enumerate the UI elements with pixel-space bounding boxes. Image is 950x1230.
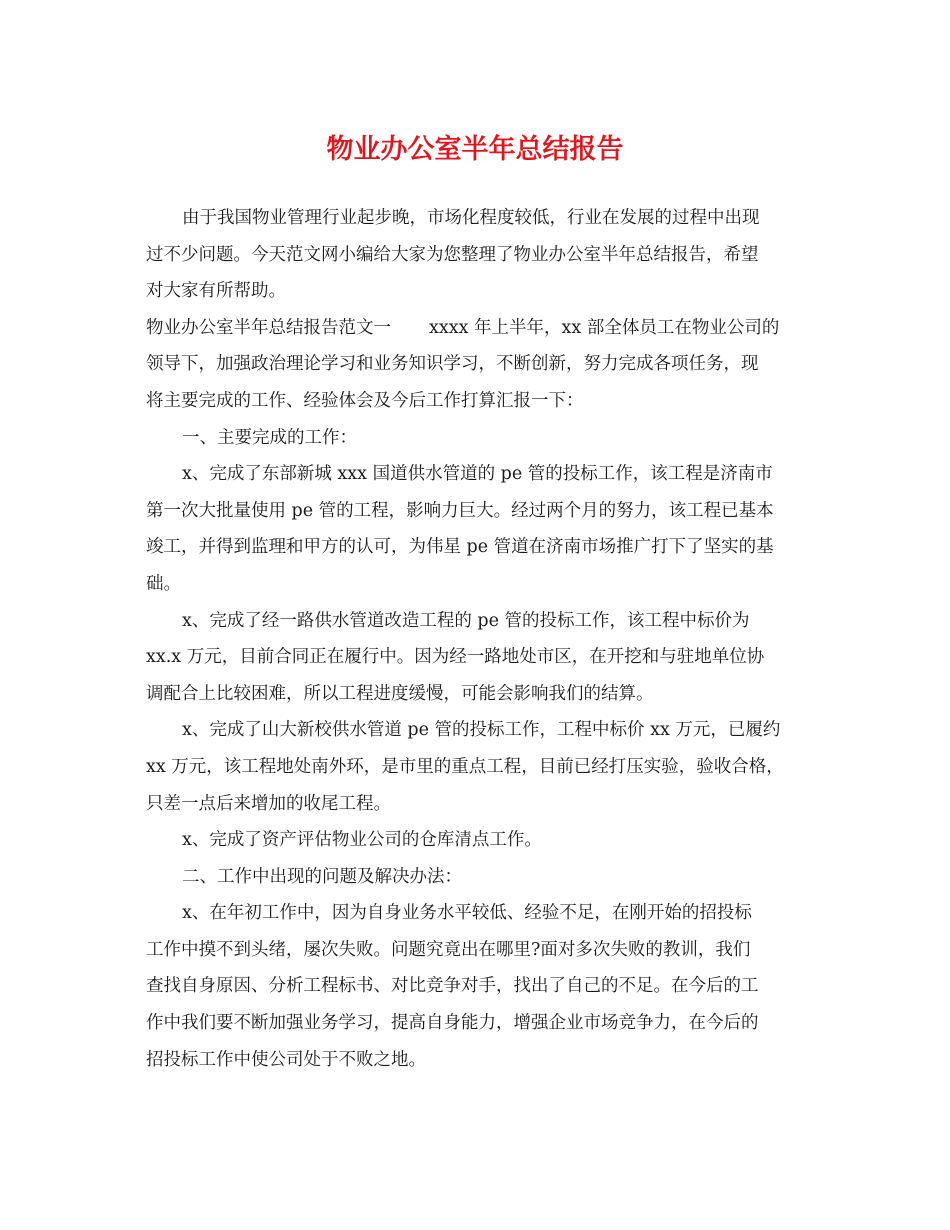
paragraph-line: 只差一点后来增加的收尾工程。 bbox=[146, 793, 391, 814]
paragraph-line: xx 万元，该工程地处南外环，是市里的重点工程，目前已经打压实验，验收合格， bbox=[146, 756, 784, 777]
paragraph-line: 调配合上比较困难，所以工程进度缓慢，可能会影响我们的结算。 bbox=[146, 683, 654, 704]
paragraph-line: xx.x 万元，目前合同正在履行中。因为经一路地处市区，在开挖和与驻地单位协 bbox=[146, 647, 765, 668]
document-body bbox=[146, 200, 816, 1078]
paragraph-line: 过不少问题。今天范文网小编给大家为您整理了物业办公室半年总结报告，希望 bbox=[146, 244, 759, 265]
paragraph-line: 竣工，并得到监理和甲方的认可，为伟星 pe 管道在济南市场推广打下了坚实的基 bbox=[146, 537, 774, 558]
paragraph-line: x、完成了东部新城 xxx 国道供水管道的 pe 管的投标工作，该工程是济南市 bbox=[182, 464, 773, 485]
paragraph-line: 招投标工作中使公司处于不败之地。 bbox=[146, 1049, 426, 1070]
paragraph-line: 将主要完成的工作、经验体会及今后工作打算汇报一下： bbox=[146, 390, 584, 411]
paragraph-line: 工作中摸不到头绪，屡次失败。问题究竟出在哪里?面对多次失败的教训，我们 bbox=[146, 939, 751, 960]
paragraph-line: x、完成了经一路供水管道改造工程的 pe 管的投标工作，该工程中标价为 bbox=[182, 610, 750, 631]
paragraph-line: 领导下，加强政治理论学习和业务知识学习，不断创新，努力完成各项任务，现 bbox=[146, 354, 759, 375]
paragraph-text: xxxx 年上半年，xx 部全体员工在物业公司的 bbox=[429, 317, 780, 338]
paragraph-line: x、在年初工作中，因为自身业务水平较低、经验不足，在刚开始的招投标 bbox=[182, 903, 752, 924]
paragraph-line-composite bbox=[146, 310, 816, 347]
paragraph-line: x、完成了资产评估物业公司的仓库清点工作。 bbox=[182, 830, 542, 851]
paragraph-line: 查找自身原因、分析工程标书、对比竞争对手，找出了自己的不足。在今后的工 bbox=[146, 976, 759, 997]
sample-heading: 物业办公室半年总结报告范文一 bbox=[146, 317, 391, 338]
paragraph-line: 第一次大批量使用 pe 管的工程，影响力巨大。经过两个月的努力，该工程已基本 bbox=[146, 500, 774, 521]
paragraph-line: 础。 bbox=[146, 573, 181, 594]
paragraph-line: 作中我们要不断加强业务学习，提高自身能力，增强企业市场竞争力，在今后的 bbox=[146, 1013, 759, 1034]
paragraph-line: 由于我国物业管理行业起步晚，市场化程度较低，行业在发展的过程中出现 bbox=[182, 208, 760, 228]
section-heading: 二、工作中出现的问题及解决办法： bbox=[182, 866, 462, 887]
section-heading: 一、主要完成的工作： bbox=[182, 427, 357, 448]
document-title: 物业办公室半年总结报告 bbox=[326, 134, 624, 165]
paragraph-line: 对大家有所帮助。 bbox=[146, 281, 286, 302]
paragraph-line: x、完成了山大新校供水管道 pe 管的投标工作，工程中标价 xx 万元，已履约 bbox=[182, 720, 781, 741]
